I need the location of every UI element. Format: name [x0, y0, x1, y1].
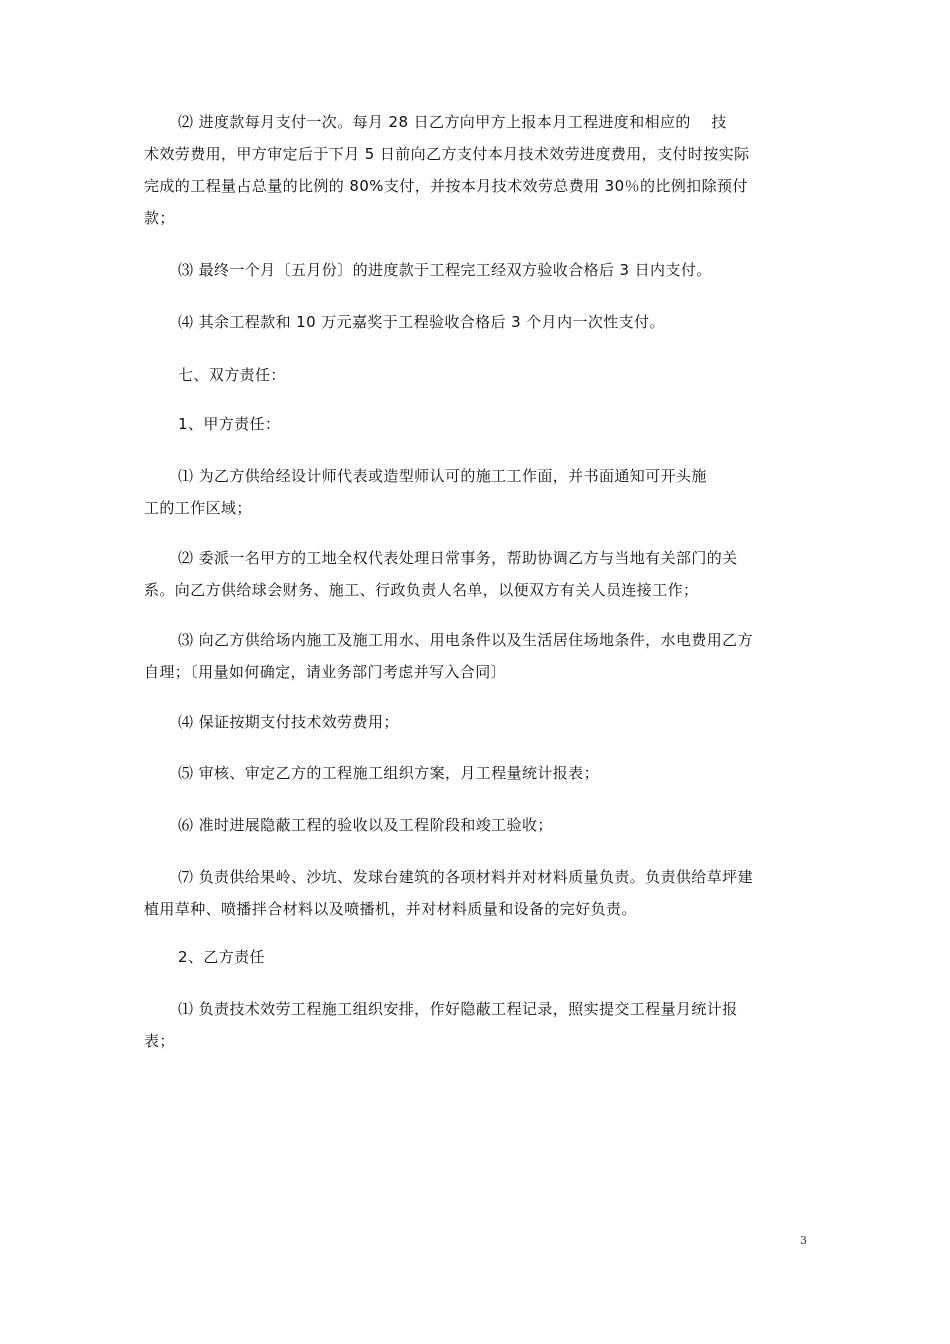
section-heading-responsibilities — [144, 359, 806, 391]
paragraph-a7 — [144, 861, 806, 925]
paragraph-progress-payment — [144, 106, 806, 234]
heading-line: 1、甲方责任： — [178, 415, 281, 433]
heading-line: 2、乙方责任 — [178, 948, 265, 966]
text-line: ⑺ 负责供给果岭、沙坑、发球台建筑的各项材料并对材料质量负责。负责供给草坪建 — [178, 868, 753, 886]
text-line: 完成的工程量占总量的比例的 80%支付，并按本月技术效劳总费用 30％的比例扣除预付 — [144, 177, 748, 195]
text-line: 自理；〔用量如何确定，请业务部门考虑并写入合同〕 — [144, 663, 507, 681]
text-line: ⑵ 委派一名甲方的工地全权代表处理日常事务，帮助协调乙方与当地有关部门的关 — [178, 549, 738, 567]
paragraph-a4 — [144, 706, 806, 738]
paragraph-a5 — [144, 757, 806, 789]
paragraph-a1 — [144, 460, 806, 524]
paragraph-b1 — [144, 993, 806, 1057]
text-line: 表； — [144, 1032, 175, 1050]
paragraph-a3 — [144, 624, 806, 688]
text-line: ⑸ 审核、审定乙方的工程施工组织方案，月工程量统计报表； — [178, 764, 599, 782]
text-line: ⑴ 负责技术效劳工程施工组织安排，作好隐蔽工程记录，照实提交工程量月统计报 — [178, 1000, 738, 1018]
text-line: ⑷ 其余工程款和 10 万元嘉奖于工程验收合格后 3 个月内一次性支付。 — [178, 313, 665, 331]
subsection-heading-party-b — [144, 941, 806, 973]
text-line: 植用草种、喷播拌合材料以及喷播机，并对材料质量和设备的完好负责。 — [144, 900, 637, 918]
text-line: ⑶ 向乙方供给场内施工及施工用水、用电条件以及生活居住场地条件，水电费用乙方 — [178, 631, 753, 649]
text-line: ⑴ 为乙方供给经设计师代表或造型师认可的施工工作面，并书面通知可开头施 — [178, 467, 707, 485]
text-line: ⑹ 准时进展隐蔽工程的验收以及工程阶段和竣工验收； — [178, 816, 553, 834]
text-line: ⑷ 保证按期支付技术效劳费用； — [178, 713, 399, 731]
paragraph-final-month-payment — [144, 254, 806, 286]
text-line: 款； — [144, 209, 175, 227]
subsection-heading-party-a — [144, 408, 806, 440]
paragraph-remaining-payment — [144, 306, 806, 338]
paragraph-a2 — [144, 542, 806, 606]
text-line: ⑶ 最终一个月〔五月份〕的进度款于工程完工经双方验收合格后 3 日内支付。 — [178, 261, 712, 279]
paragraph-a6 — [144, 809, 806, 841]
page-number: 3 — [800, 1234, 807, 1247]
text-line: 术效劳费用，甲方审定后于下月 5 日前向乙方支付本月技术效劳进度费用，支付时按实际 — [144, 145, 750, 163]
text-line: ⑵ 进度款每月支付一次。每月 28 日乙方向甲方上报本月工程进度和相应的 技 — [178, 113, 727, 131]
text-line: 系。向乙方供给球会财务、施工、行政负责人名单，以便双方有关人员连接工作； — [144, 581, 699, 599]
text-line: 工的工作区域； — [144, 499, 252, 517]
heading-line: 七、双方责任： — [178, 366, 286, 384]
